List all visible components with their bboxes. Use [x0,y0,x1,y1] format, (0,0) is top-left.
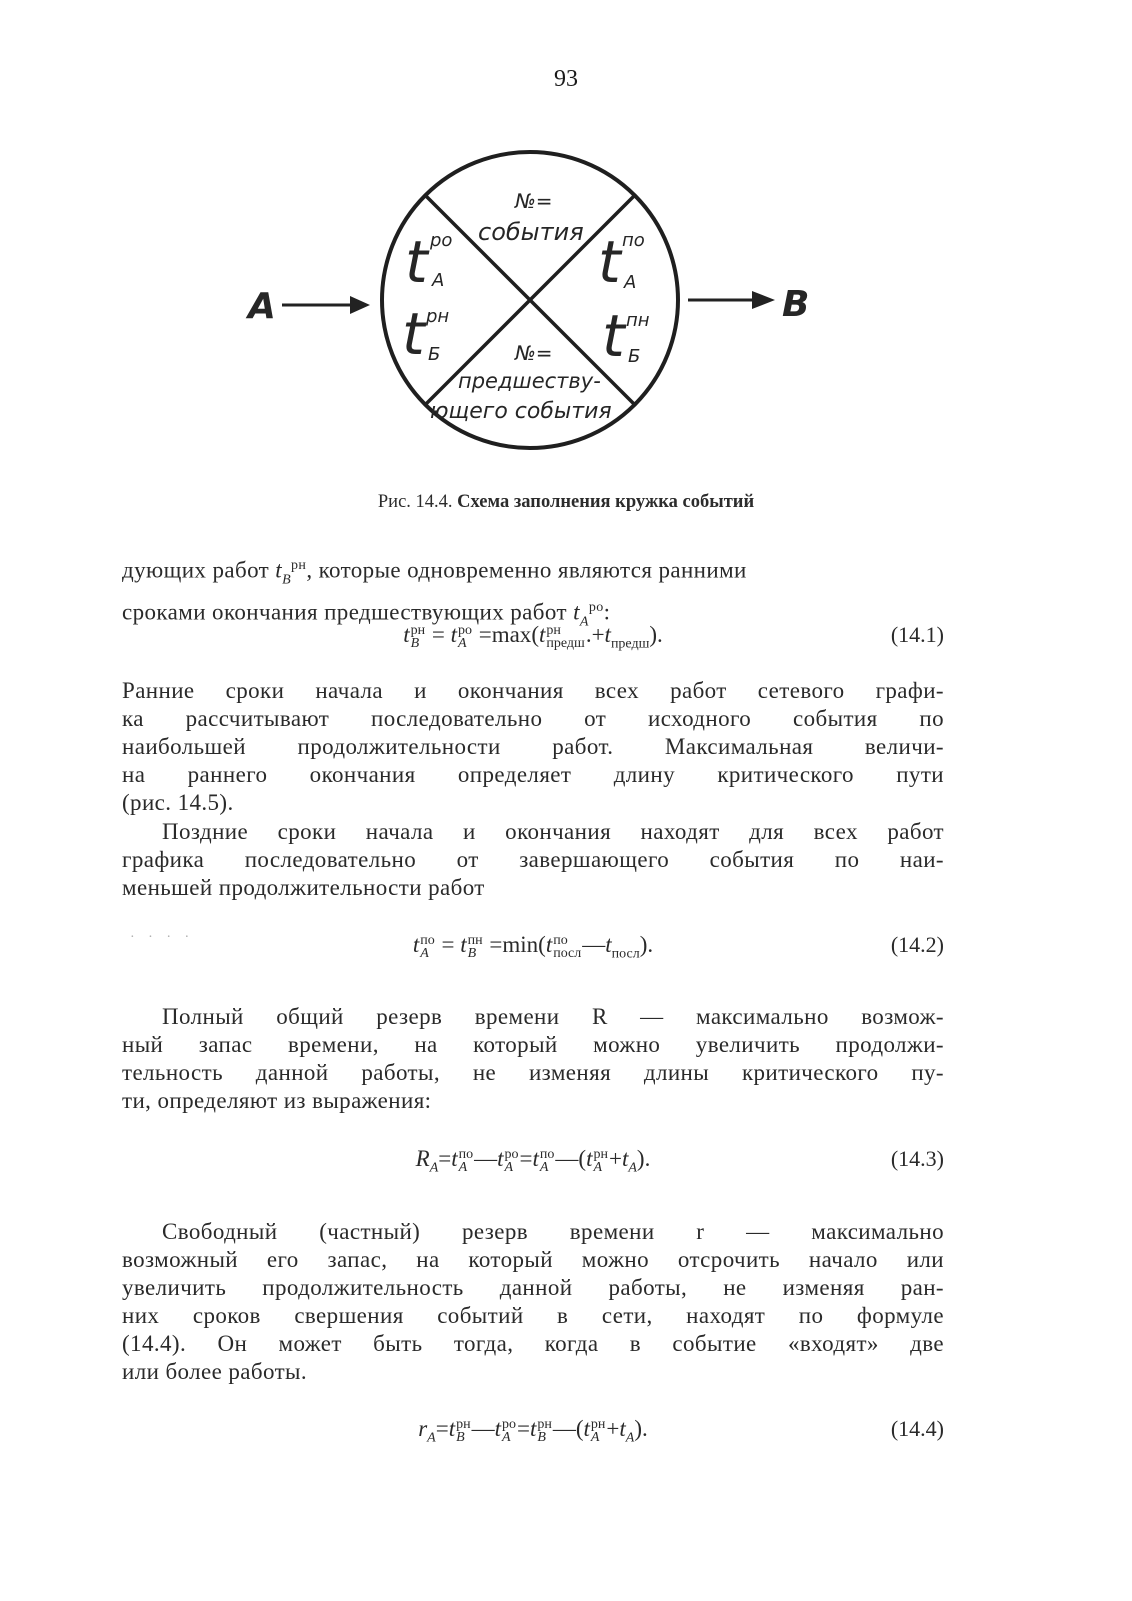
label-b: В [782,284,810,325]
caption-prefix: Рис. 14.4. [377,492,453,512]
formula-14-4-expression: $r_А=t$ рн В —t ро А =t рн В —(t рн А $+t_А$). [418,1416,648,1446]
left-bottom-sup: рн [426,306,450,327]
formula-14-2-expression: t по А = t пн В =min(t по посл $—t_{посл}$). [412,932,654,962]
formula-14-1-number: (14.1) [890,622,944,647]
p3-line-2: графика последовательно от завершающего события по наи- [122,847,944,872]
p2-line-5: (рис. 14.5). [122,790,234,815]
left-top-t: t [405,228,428,296]
right-top-t: t [598,228,621,296]
p4-line-3: тельность данной работы, не изменяя длины критического пу- [122,1060,944,1085]
left-top-sub: А [432,270,445,291]
label-a: А [248,286,276,327]
formula-14-1-expression: t рн В = t ро А =max(t рн предш $.+t_{предш}$). [403,622,663,652]
formula-14-2 [122,932,944,972]
formula-14-1 [122,622,944,662]
paragraph-4 [122,1003,944,1115]
paragraph-2 [122,677,944,817]
top-n-label: №= [515,189,553,213]
p4-line-2: ный запас времени, на который можно увеличить продолжи- [122,1032,944,1057]
p3-line-1: Поздние сроки начала и окончания находят для всех работ [162,819,944,844]
caption-title: Схема заполнения кружка событий [457,492,755,512]
event-circle-diagram [230,150,870,480]
formula-14-3-expression: $R_А=t$ по А —t ро А =t по А —(t рн А $+t_А$). [415,1146,651,1176]
bottom-word-label-2: ющего события [430,399,612,424]
paragraph-5 [122,1218,944,1386]
p2-line-4: на раннего окончания определяет длину критического пути [122,762,944,787]
p5-line-4: них сроков свершения событий в сети, находят по формуле [122,1303,944,1328]
scan-speck: · · · · [130,930,195,945]
p5-line-5: (14.4). Он может быть тогда, когда в событие «входят» две [122,1331,944,1356]
p5-line-2: возможный его запас, на который можно отсрочить начало или [122,1247,944,1272]
p5-line-1: Свободный (частный) резерв времени r — максимально [162,1219,944,1244]
left-bottom-sub: Б [428,344,441,365]
arrow-in-head [350,296,370,314]
event-circle-figure [230,150,870,480]
right-bottom-sup: пн [626,310,650,331]
formula-14-4 [122,1416,944,1456]
bottom-n-label: №= [515,341,553,365]
top-word-label: события [478,218,584,246]
formula-14-4-number: (14.4) [890,1416,944,1441]
p2-line-2: ка рассчитывают последовательно от исходного события по [122,706,944,731]
p4-line-4: ти, определяют из выражения: [122,1088,432,1113]
paragraph-3 [122,818,944,902]
arrow-out-head [752,291,775,309]
p4-line-1: Полный общий резерв времени R — максимально возмож- [162,1004,944,1029]
formula-14-3-number: (14.3) [890,1146,944,1171]
p2-line-1: Ранние сроки начала и окончания всех работ сетевого графи- [122,678,944,703]
p2-line-3: наибольшей продолжительности работ. Максимальная величи- [122,734,944,759]
formula-14-2-number: (14.2) [890,932,944,957]
right-top-sub: А [624,272,637,293]
p5-line-3: увеличить продолжительность данной работы, не изменяя ран- [122,1275,944,1300]
p1-line-1: дующих работ $t_В^{рн}$, которые одновременно являются ранними [122,557,747,588]
right-bottom-t: t [602,302,625,370]
p1-line-2: сроками окончания предшествующих работ $t_А^{ро}$: [122,599,611,630]
left-bottom-t: t [402,300,425,368]
p3-line-3: меньшей продолжительности работ [122,875,485,900]
right-top-sup: по [622,230,645,251]
page-number: 93 [554,66,578,92]
bottom-word-label-1: предшеству- [458,369,601,393]
formula-14-3 [122,1146,944,1186]
right-bottom-sub: Б [628,346,641,367]
figure-caption [0,492,1132,513]
left-top-sup: ро [430,230,453,251]
p5-line-6: или более работы. [122,1359,308,1384]
